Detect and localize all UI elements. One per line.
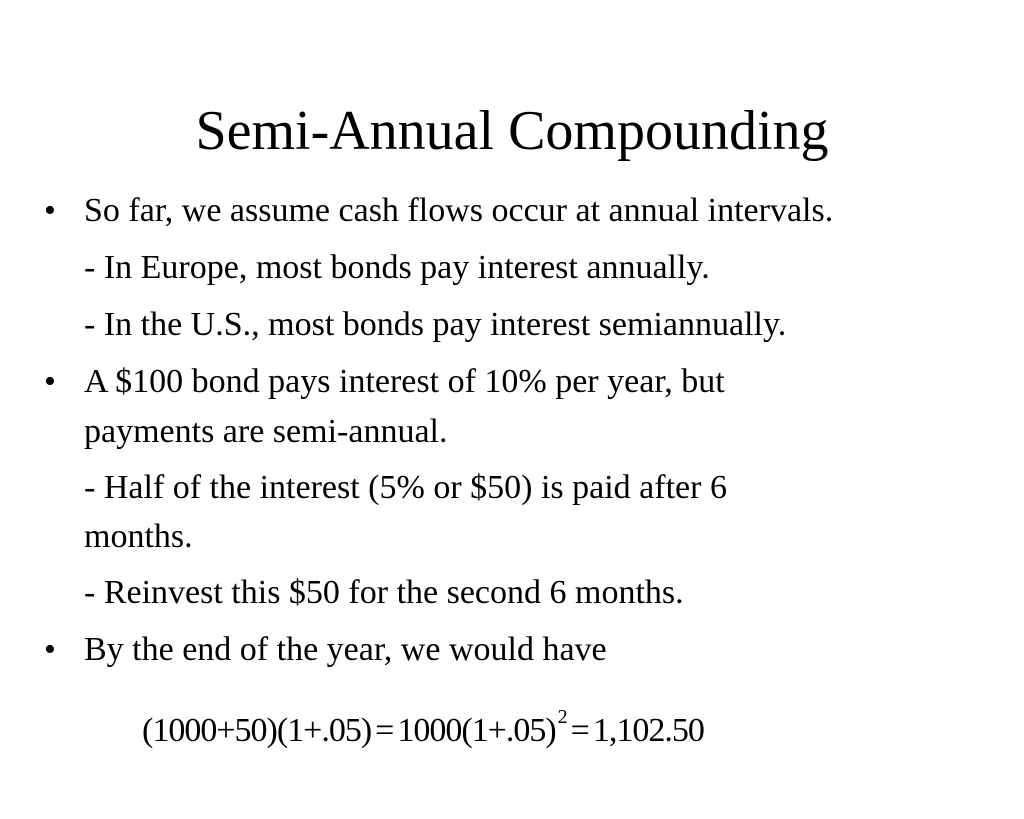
bullet-text-bond-line2: payments are semi-annual. <box>84 413 448 450</box>
formula-result: 1,102.50 <box>592 712 704 749</box>
sub-item-us: - In the U.S., most bonds pay interest semiannually. <box>84 306 787 343</box>
formula-part1: (1000+50)(1+.05) <box>142 712 372 749</box>
sub-item-europe: - In Europe, most bonds pay interest annually. <box>84 249 710 286</box>
bullet-text-cash-flows: So far, we assume cash flows occur at annual intervals. <box>84 192 834 229</box>
bullet-icon: • <box>44 363 56 400</box>
slide-title: Semi-Annual Compounding <box>195 100 829 162</box>
formula-equals-2: = <box>570 712 589 749</box>
bullet-icon: • <box>44 192 56 229</box>
formula-equals-1: = <box>375 712 394 749</box>
sub-item-half-interest-line2: months. <box>84 518 193 555</box>
formula-part2: 1000(1+.05) <box>397 712 556 749</box>
sub-item-reinvest: - Reinvest this $50 for the second 6 months. <box>84 574 684 611</box>
bullet-text-end-of-year: By the end of the year, we would have <box>84 631 607 668</box>
bullet-text-bond-line1: A $100 bond pays interest of 10% per year, but <box>84 363 725 400</box>
sub-item-half-interest-line1: - Half of the interest (5% or $50) is paid after 6 <box>84 469 727 506</box>
compounding-formula <box>142 708 704 758</box>
bullet-icon: • <box>44 631 56 668</box>
formula-exponent: 2 <box>557 706 567 728</box>
